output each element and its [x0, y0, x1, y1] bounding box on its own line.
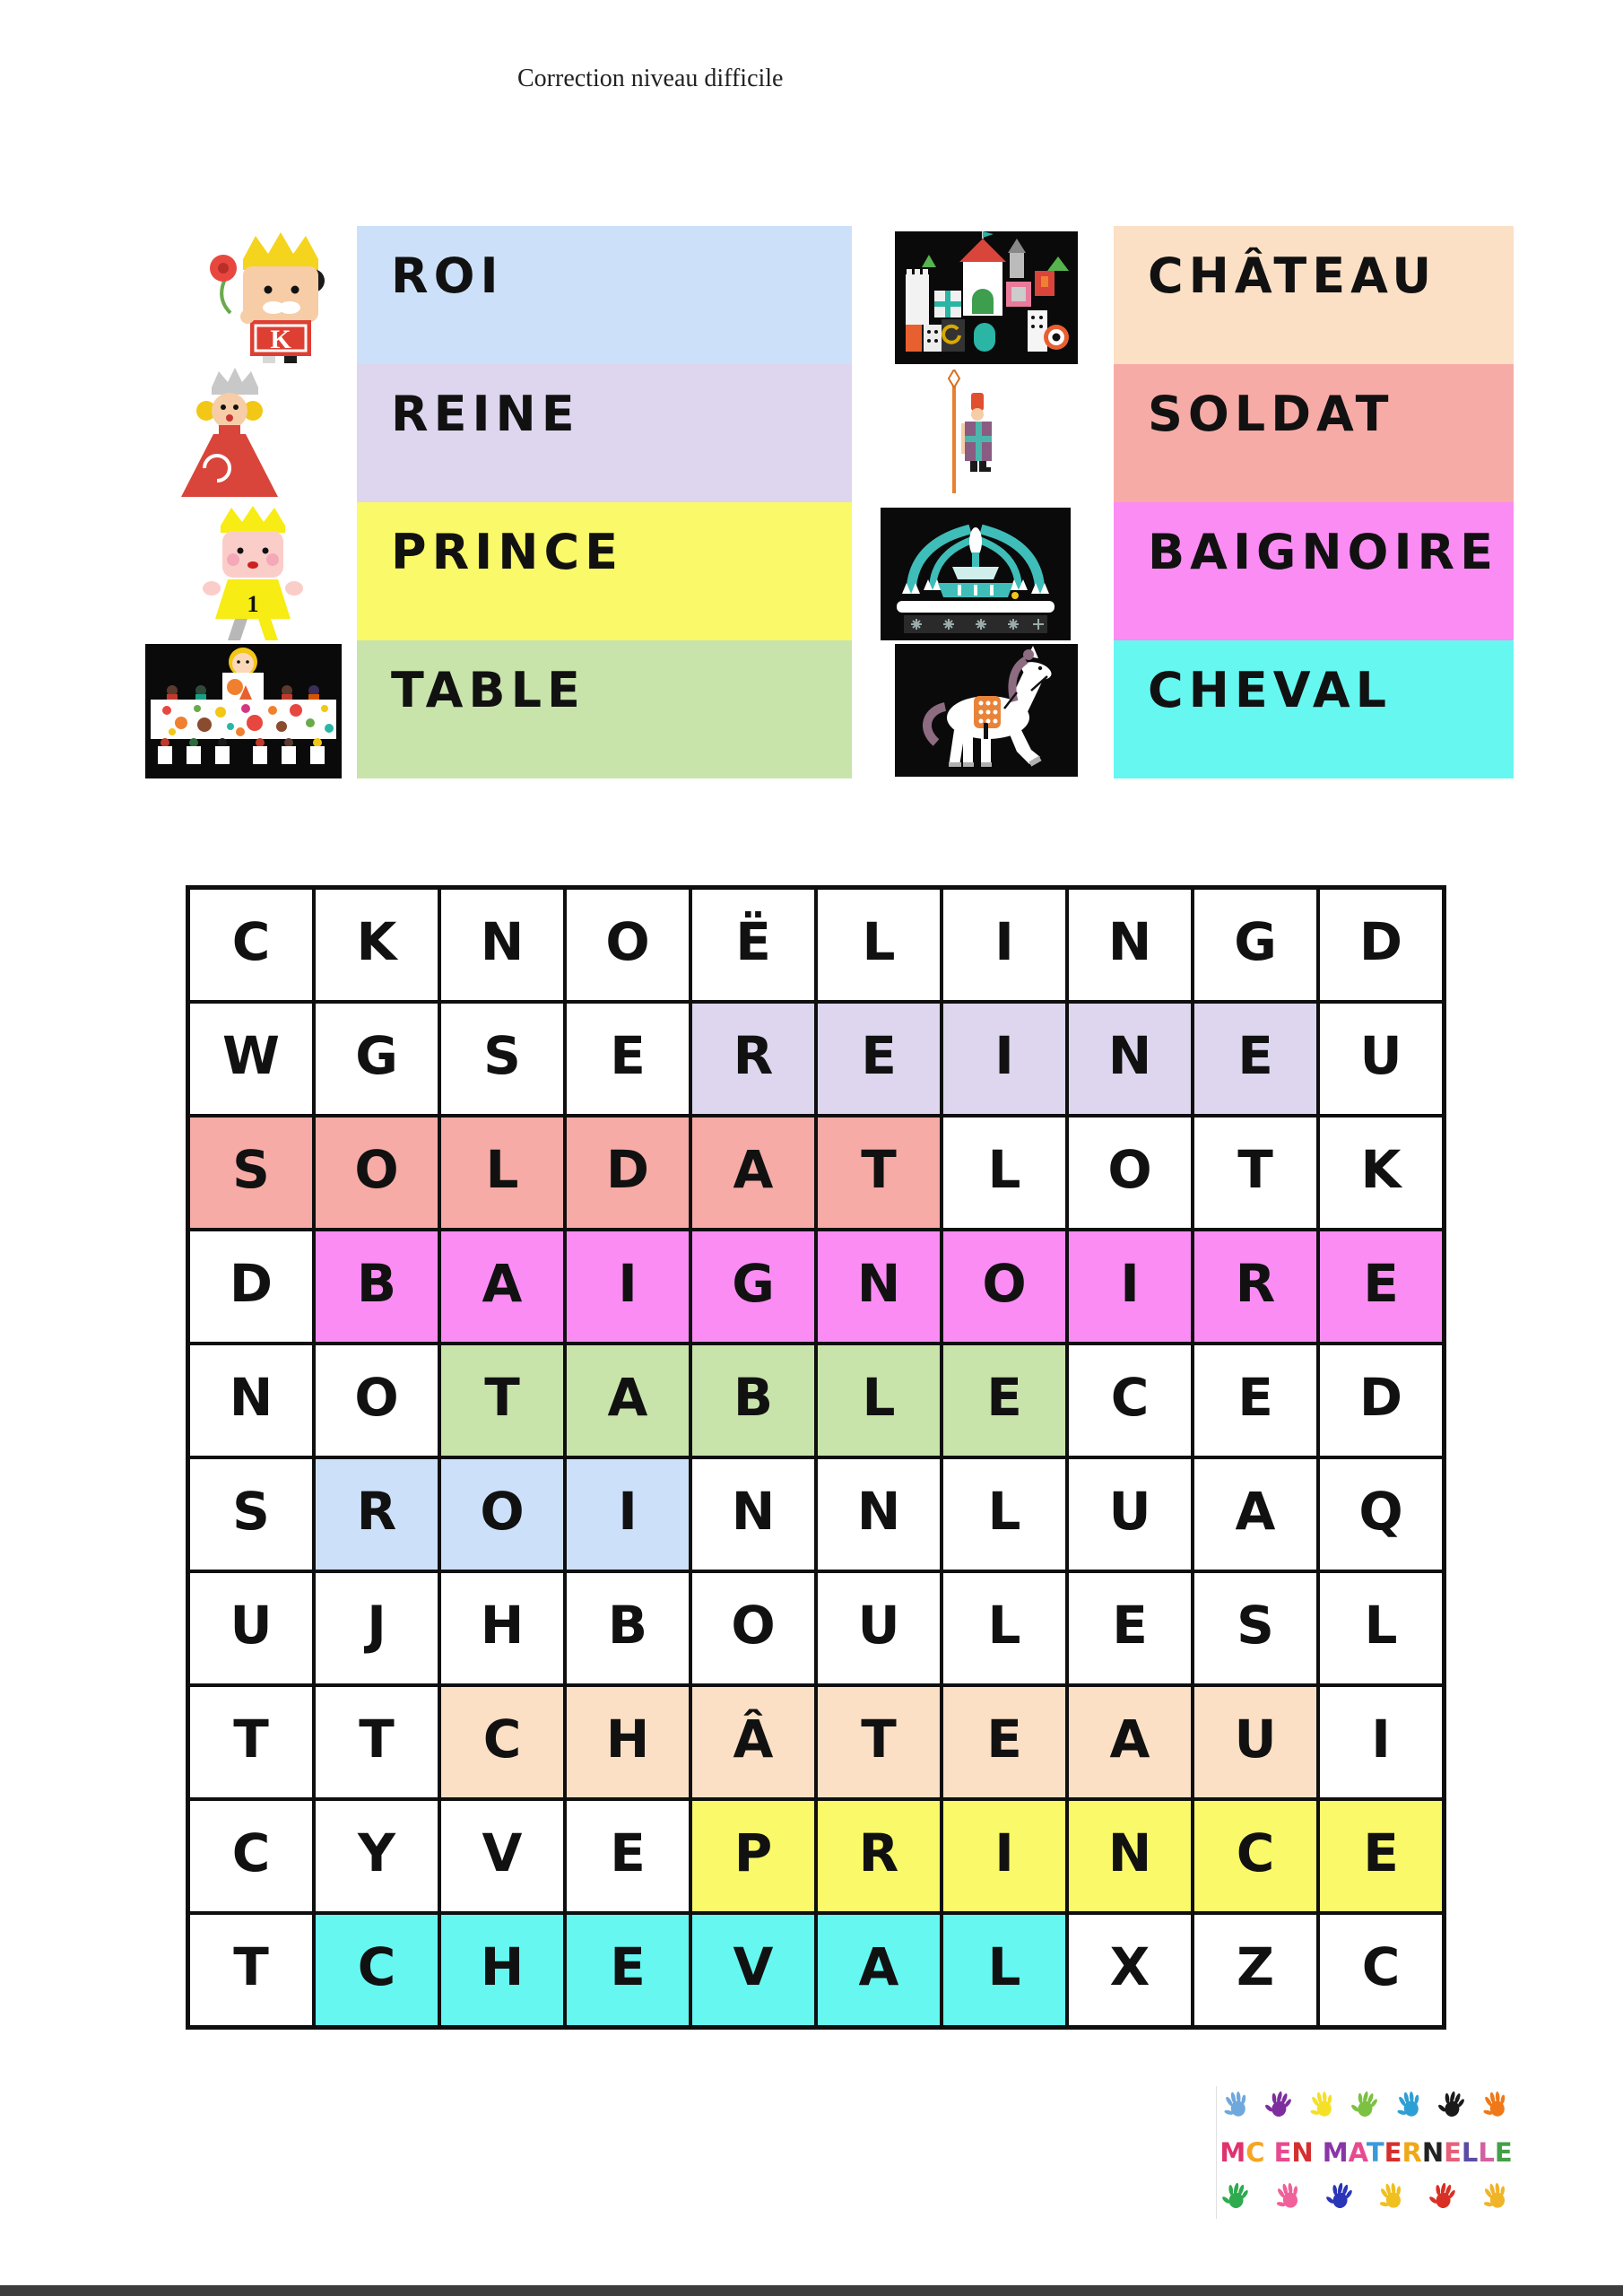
grid-cell: L — [943, 1915, 1065, 2025]
logo-letter: M — [1219, 2136, 1246, 2168]
handprint-icon — [1306, 2085, 1341, 2123]
grid-cell: T — [190, 1687, 312, 1797]
legend-word: PRINCE — [391, 524, 623, 580]
legend-word: BAIGNOIRE — [1148, 524, 1499, 580]
grid-cell: N — [692, 1459, 814, 1570]
grid-cell: A — [1194, 1459, 1316, 1570]
grid-cell: L — [1320, 1573, 1442, 1683]
grid-cell: U — [818, 1573, 940, 1683]
legend-word: ROI — [391, 248, 504, 304]
grid-cell: T — [190, 1915, 312, 2025]
logo-letter: E — [1444, 2136, 1462, 2168]
grid-cell: D — [1320, 1345, 1442, 1456]
logo-letter: M — [1322, 2136, 1349, 2168]
soldier-image — [943, 370, 1006, 502]
grid-cell: L — [943, 1118, 1065, 1228]
grid-cell: S — [441, 1004, 563, 1114]
handprint-icon — [1349, 2085, 1384, 2124]
legend-label-reine — [357, 364, 852, 502]
grid-cell: O — [316, 1345, 438, 1456]
grid-cell: J — [316, 1573, 438, 1683]
legend-word: CHÂTEAU — [1148, 248, 1437, 304]
fountain-bath-illustration — [881, 508, 1071, 640]
grid-cell: C — [441, 1687, 563, 1797]
handprint-icon — [1427, 2177, 1462, 2214]
legend-label-baignoire — [1114, 502, 1514, 640]
horse-illustration — [895, 644, 1078, 777]
grid-cell: E — [567, 1801, 689, 1911]
table-image — [145, 644, 342, 778]
grid-cell: Z — [1194, 1915, 1316, 2025]
grid-cell: R — [1194, 1231, 1316, 1342]
grid-cell: R — [692, 1004, 814, 1114]
grid-cell: L — [818, 1345, 940, 1456]
grid-cell: U — [190, 1573, 312, 1683]
grid-cell: R — [316, 1459, 438, 1570]
logo-letter: R — [1402, 2136, 1422, 2168]
grid-cell: H — [441, 1915, 563, 2025]
logo-letter: C — [1245, 2136, 1265, 2168]
handprint-icon — [1435, 2085, 1471, 2124]
legend-word: SOLDAT — [1148, 386, 1394, 442]
grid-cell: E — [1320, 1801, 1442, 1911]
grid-cell: N — [1069, 890, 1191, 1000]
grid-cell: E — [567, 1915, 689, 2025]
grid-cell: L — [441, 1118, 563, 1228]
grid-cell: T — [1194, 1118, 1316, 1228]
grid-cell: I — [1069, 1231, 1191, 1342]
legend-label-chateau — [1114, 226, 1514, 364]
grid-cell: D — [567, 1118, 689, 1228]
grid-cell: C — [190, 1801, 312, 1911]
grid-cell: L — [943, 1573, 1065, 1683]
logo-space — [1264, 2137, 1273, 2168]
grid-cell: N — [1069, 1801, 1191, 1911]
logo-letter: E — [1273, 2136, 1292, 2168]
banquet-table-illustration — [145, 644, 342, 778]
grid-cell: N — [818, 1231, 940, 1342]
grid-cell: O — [316, 1118, 438, 1228]
grid-cell: O — [1069, 1118, 1191, 1228]
grid-cell: A — [1069, 1687, 1191, 1797]
grid-cell: N — [441, 890, 563, 1000]
legend-word: TABLE — [391, 662, 586, 718]
logo-space — [1314, 2137, 1323, 2168]
grid-cell: D — [190, 1231, 312, 1342]
legend-label-soldat — [1114, 364, 1514, 502]
legend-label-prince — [357, 502, 852, 640]
handprint-icon — [1375, 2177, 1410, 2215]
grid-cell: I — [943, 1004, 1065, 1114]
handprint-icon — [1323, 2177, 1358, 2214]
handprint-icon — [1271, 2177, 1306, 2215]
grid-cell: Ë — [692, 890, 814, 1000]
logo-hands-bottom — [1222, 2179, 1510, 2217]
grid-cell: B — [567, 1573, 689, 1683]
handprint-icon — [1219, 2085, 1254, 2123]
handprint-icon — [1262, 2085, 1298, 2124]
grid-cell: N — [818, 1459, 940, 1570]
handprint-icon — [1478, 2177, 1514, 2215]
horse-image — [895, 644, 1078, 777]
grid-cell: H — [567, 1687, 689, 1797]
king-image — [191, 227, 338, 363]
logo-letter: E — [1494, 2136, 1513, 2168]
grid-cell: U — [1069, 1459, 1191, 1570]
fountain-image — [881, 508, 1071, 640]
handprint-icon — [1479, 2085, 1514, 2123]
grid-cell: E — [567, 1004, 689, 1114]
prince-illustration — [181, 500, 314, 640]
logo-letter: E — [1384, 2136, 1402, 2168]
bottom-window-edge-bar — [0, 2285, 1623, 2296]
handprint-icon — [1392, 2085, 1427, 2123]
grid-cell: I — [943, 890, 1065, 1000]
grid-cell: E — [818, 1004, 940, 1114]
grid-cell: A — [441, 1231, 563, 1342]
grid-cell: S — [190, 1118, 312, 1228]
grid-cell: D — [1320, 890, 1442, 1000]
logo-hands-top — [1222, 2088, 1510, 2126]
grid-cell: A — [692, 1118, 814, 1228]
legend-label-table — [357, 640, 852, 778]
grid-cell: P — [692, 1801, 814, 1911]
grid-cell: V — [692, 1915, 814, 2025]
grid-cell: S — [1194, 1573, 1316, 1683]
grid-cell: G — [316, 1004, 438, 1114]
grid-cell: E — [1069, 1573, 1191, 1683]
grid-cell: E — [1320, 1231, 1442, 1342]
legend-word: REINE — [391, 386, 580, 442]
logo-letter: N — [1291, 2136, 1314, 2168]
soldier-illustration — [943, 370, 1006, 502]
word-search-grid — [186, 885, 1446, 2030]
logo-letter: T — [1366, 2136, 1384, 2168]
grid-cell: G — [692, 1231, 814, 1342]
queen-image — [160, 364, 299, 502]
logo-letter: L — [1478, 2136, 1495, 2168]
queen-illustration — [160, 364, 299, 502]
grid-cell: K — [316, 890, 438, 1000]
handprint-icon — [1219, 2177, 1254, 2214]
logo-letter: A — [1348, 2136, 1367, 2168]
grid-cell: U — [1194, 1687, 1316, 1797]
grid-cell: C — [1069, 1345, 1191, 1456]
grid-cell: L — [818, 890, 940, 1000]
grid-cell: K — [1320, 1118, 1442, 1228]
king-illustration — [191, 227, 338, 363]
logo-wordmark — [1219, 2136, 1513, 2168]
grid-cell: E — [943, 1687, 1065, 1797]
grid-cell: E — [943, 1345, 1065, 1456]
svg-text:1: 1 — [247, 591, 259, 617]
grid-cell: V — [441, 1801, 563, 1911]
grid-cell: E — [1194, 1345, 1316, 1456]
grid-cell: A — [567, 1345, 689, 1456]
grid-cell: C — [190, 890, 312, 1000]
grid-cell: I — [943, 1801, 1065, 1911]
logo-letter: L — [1461, 2136, 1479, 2168]
grid-cell: G — [1194, 890, 1316, 1000]
castle-image — [895, 231, 1078, 364]
grid-cell: U — [1320, 1004, 1442, 1114]
grid-cell: O — [943, 1231, 1065, 1342]
legend-word: CHEVAL — [1148, 662, 1393, 718]
grid-cell: T — [818, 1687, 940, 1797]
grid-cell: C — [316, 1915, 438, 2025]
grid-cell: S — [190, 1459, 312, 1570]
svg-text:K: K — [270, 325, 291, 354]
grid-cell: I — [567, 1459, 689, 1570]
logo-mc-en-maternelle — [1216, 2086, 1515, 2219]
grid-cell: Â — [692, 1687, 814, 1797]
grid-cell: N — [1069, 1004, 1191, 1114]
grid-cell: R — [818, 1801, 940, 1911]
grid-cell: T — [316, 1687, 438, 1797]
grid-cell: W — [190, 1004, 312, 1114]
grid-cell: A — [818, 1915, 940, 2025]
grid-cell: O — [692, 1573, 814, 1683]
grid-cell: L — [943, 1459, 1065, 1570]
page-title: Correction niveau difficile — [517, 65, 784, 92]
grid-cell: I — [567, 1231, 689, 1342]
grid-cell: T — [441, 1345, 563, 1456]
grid-cell: Y — [316, 1801, 438, 1911]
grid-cell: N — [190, 1345, 312, 1456]
grid-cell: E — [1194, 1004, 1316, 1114]
grid-cell: B — [316, 1231, 438, 1342]
grid-cell: I — [1320, 1687, 1442, 1797]
grid-cell: Q — [1320, 1459, 1442, 1570]
grid-cell: C — [1194, 1801, 1316, 1911]
prince-image — [181, 500, 314, 640]
grid-cell: X — [1069, 1915, 1191, 2025]
castle-illustration — [895, 231, 1078, 364]
grid-cell: H — [441, 1573, 563, 1683]
grid-cell: B — [692, 1345, 814, 1456]
grid-cell: T — [818, 1118, 940, 1228]
grid-cell: O — [441, 1459, 563, 1570]
legend-label-roi — [357, 226, 852, 364]
grid-cell: O — [567, 890, 689, 1000]
legend-label-cheval — [1114, 640, 1514, 778]
grid-cell: C — [1320, 1915, 1442, 2025]
logo-letter: N — [1421, 2136, 1445, 2168]
